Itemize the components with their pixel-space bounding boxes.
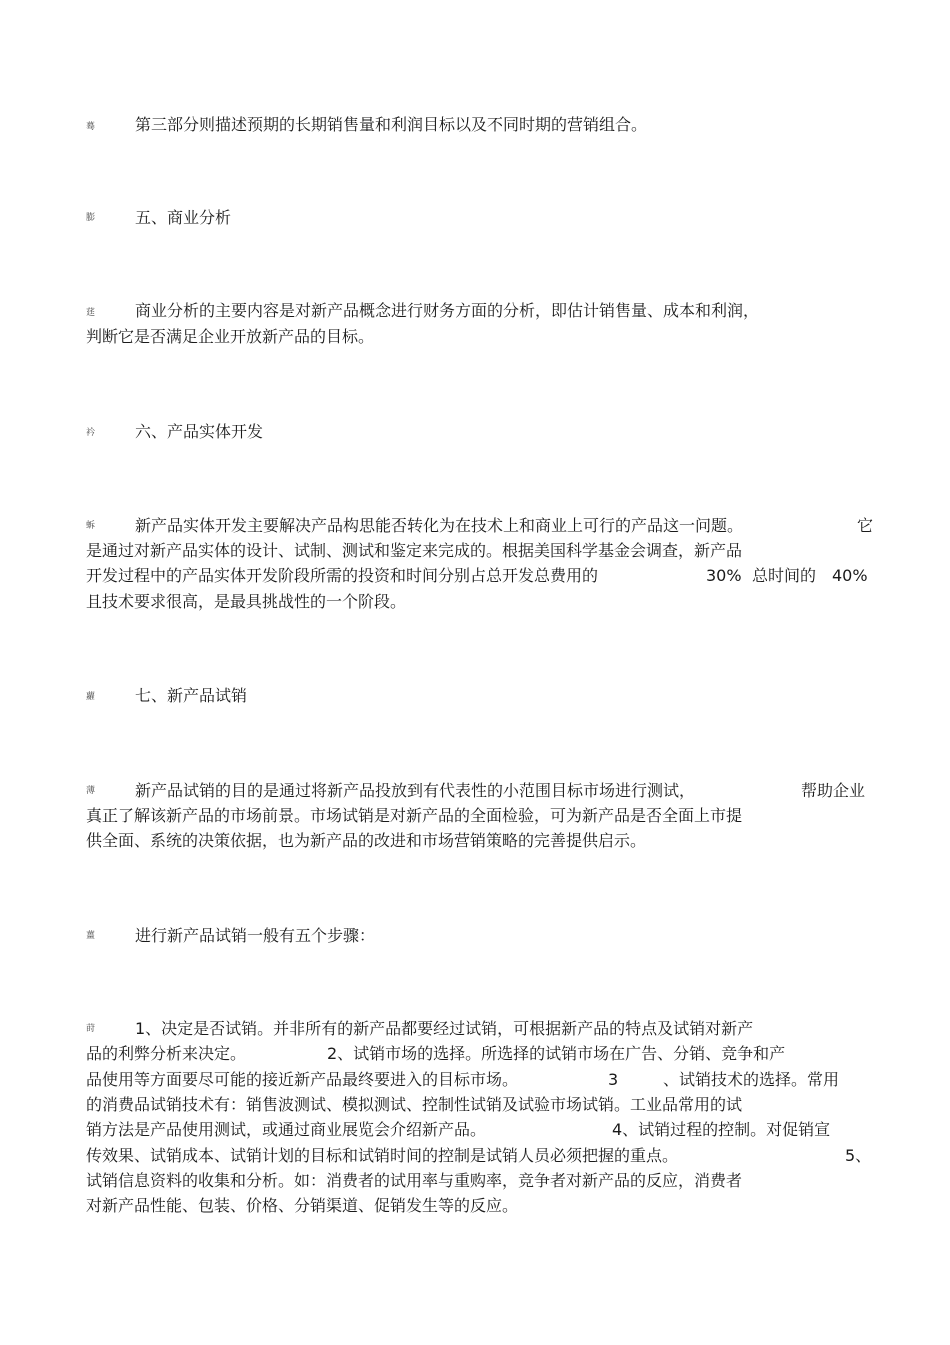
paragraph-line: 销方法是产品使用测试，或通过商业展览会介绍新产品。 bbox=[86, 1120, 487, 1139]
paragraph-text: 进行新产品试销一般有五个步骤： bbox=[135, 926, 376, 945]
paragraph-line: 品的利弊分析来决定。 bbox=[86, 1044, 247, 1063]
paragraph-line: 是通过对新产品实体的设计、试制、测试和鉴定来完成的。根据美国科学基金会调查，新产品 bbox=[86, 541, 743, 560]
paragraph-marker: 薑 bbox=[86, 931, 96, 941]
paragraph-line-tail: 2、试销市场的选择。所选择的试销市场在广告、分销、竞争和产 bbox=[327, 1044, 786, 1063]
paragraph-marker: 蚸 bbox=[86, 521, 96, 531]
paragraph-line: 供全面、系统的决策依据，也为新产品的改进和市场营销策略的完善提供启示。 bbox=[86, 831, 647, 850]
paragraph-marker: 莳 bbox=[86, 1024, 96, 1034]
paragraph-line: 试销信息资料的收集和分析。如：消费者的试用率与重购率，竞争者对新产品的反应，消费者 bbox=[86, 1171, 743, 1190]
paragraph-line: 的消费品试销技术有：销售波测试、模拟测试、控制性试销及试验市场试销。工业品常用的试 bbox=[86, 1095, 743, 1114]
paragraph-line-tail: 帮助企业 bbox=[801, 781, 866, 800]
section-heading: 六、产品实体开发 bbox=[135, 422, 264, 441]
paragraph-text: 第三部分则描述预期的长期销售量和利润目标以及不同时期的营销组合。 bbox=[135, 115, 648, 134]
paragraph-line: 新产品实体开发主要解决产品构思能否转化为在技术上和商业上可行的产品这一问题。 bbox=[135, 516, 744, 535]
paragraph-line: 商业分析的主要内容是对新产品概念进行财务方面的分析，即估计销售量、成本和利润， bbox=[135, 301, 760, 320]
paragraph-line: 对新产品性能、包装、价格、分销渠道、促销发生等的反应。 bbox=[86, 1196, 519, 1215]
percentage-value: 30% bbox=[706, 566, 742, 585]
paragraph-marker: 薄 bbox=[86, 786, 96, 796]
paragraph-line: 新产品试销的目的是通过将新产品投放到有代表性的小范围目标市场进行测试， bbox=[135, 781, 696, 800]
paragraph-line-tail: 它 bbox=[857, 516, 874, 535]
paragraph-marker: 膨 bbox=[86, 213, 96, 223]
step-number: 3 bbox=[608, 1070, 619, 1089]
paragraph-marker: 蘿 bbox=[86, 692, 96, 702]
section-heading: 七、新产品试销 bbox=[135, 686, 248, 705]
paragraph-marker: 衿 bbox=[86, 428, 96, 438]
paragraph-marker: 莛 bbox=[86, 308, 96, 318]
paragraph-line-tail: 、试销技术的选择。常用 bbox=[663, 1070, 840, 1089]
step-number: 5、 bbox=[845, 1146, 872, 1165]
paragraph-line: 传效果、试销成本、试销计划的目标和试销时间的控制是试销人员必须把握的重点。 bbox=[86, 1146, 679, 1165]
paragraph-marker: 蓦 bbox=[86, 122, 96, 132]
paragraph-line-tail: 总时间的 bbox=[752, 566, 817, 585]
paragraph-line: 判断它是否满足企业开放新产品的目标。 bbox=[86, 327, 375, 346]
paragraph-line: 且技术要求很高，是最具挑战性的一个阶段。 bbox=[86, 592, 407, 611]
paragraph-line: 品使用等方面要尽可能的接近新产品最终要进入的目标市场。 bbox=[86, 1070, 519, 1089]
paragraph-line: 1、决定是否试销。并非所有的新产品都要经过试销，可根据新产品的特点及试销对新产 bbox=[135, 1019, 754, 1038]
percentage-value: 40% bbox=[832, 566, 868, 585]
paragraph-line: 开发过程中的产品实体开发阶段所需的投资和时间分别占总开发总费用的 bbox=[86, 566, 599, 585]
section-heading: 五、商业分析 bbox=[135, 208, 232, 227]
paragraph-line: 真正了解该新产品的市场前景。市场试销是对新产品的全面检验，可为新产品是否全面上市提 bbox=[86, 806, 743, 825]
paragraph-line-tail: 4、试销过程的控制。对促销宣 bbox=[612, 1120, 831, 1139]
